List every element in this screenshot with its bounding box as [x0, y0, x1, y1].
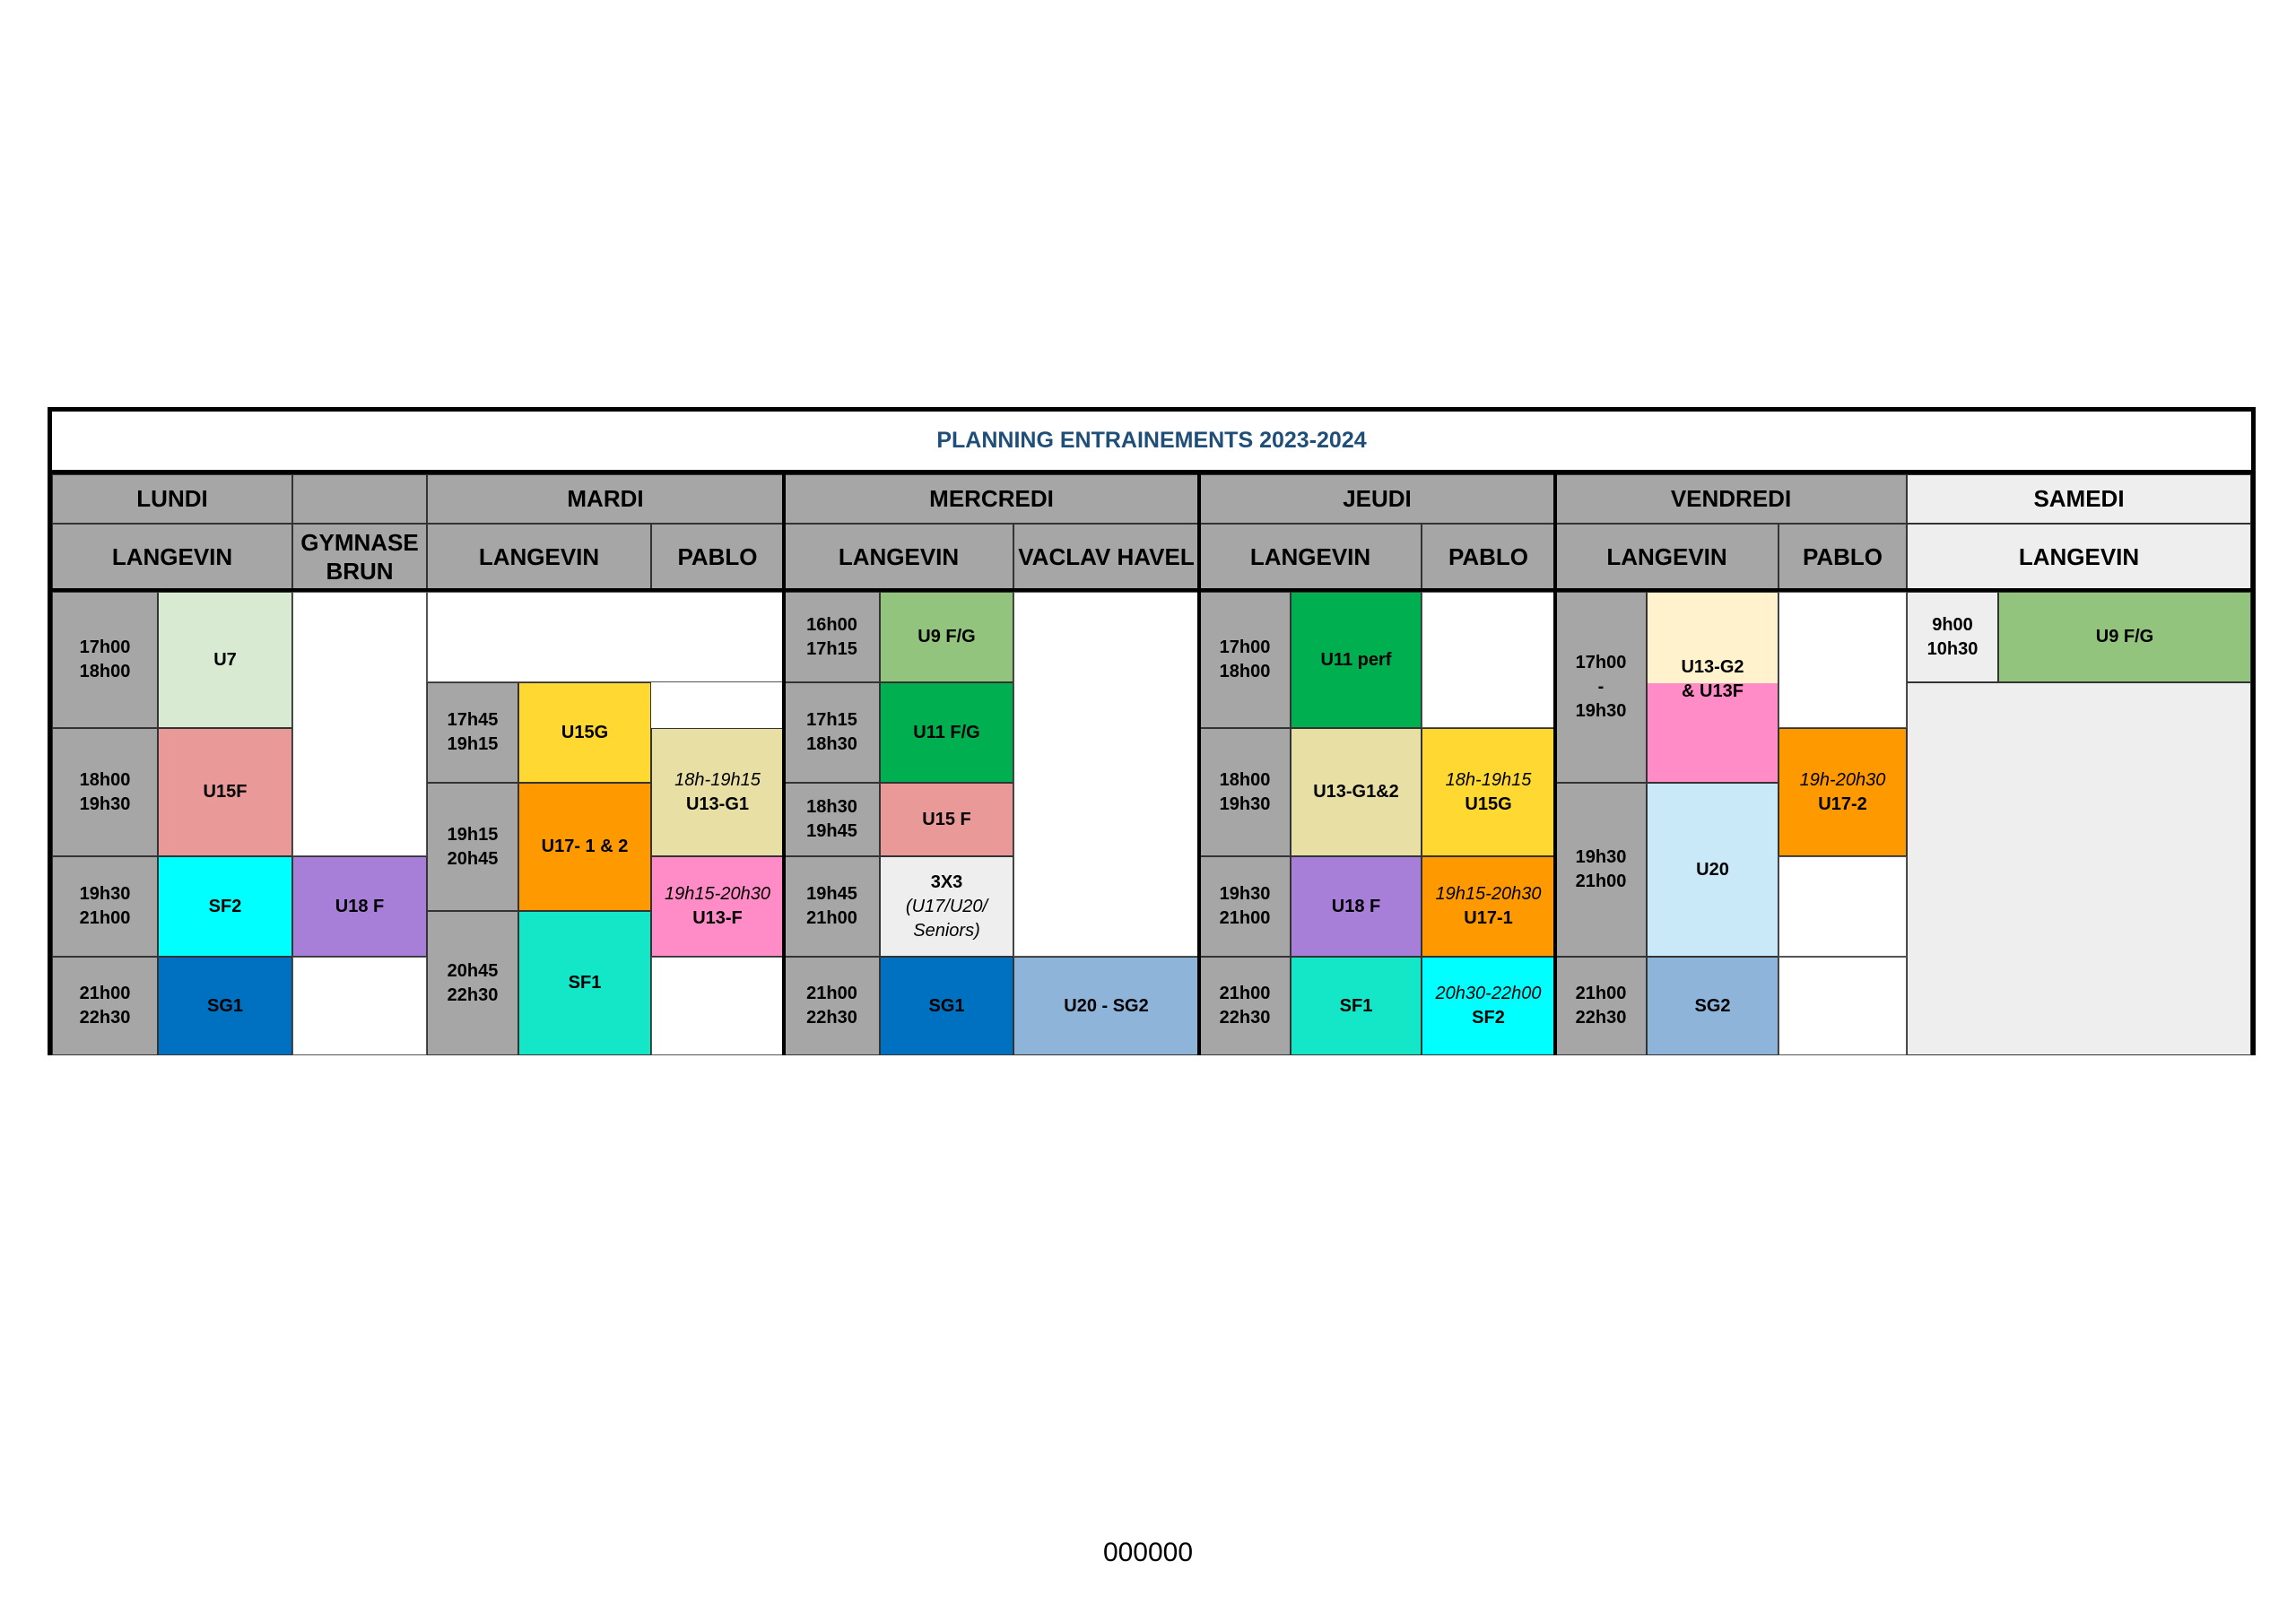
session-u18f: U18 F: [1291, 856, 1422, 957]
session-sf2: 20h30-22h00 SF2: [1422, 957, 1555, 1055]
time-slot: 19h30 21h00: [1555, 783, 1647, 957]
time-slot: 17h15 18h30: [784, 682, 880, 783]
session-u15f: U15F: [158, 728, 292, 856]
venue-jeudi-pablo: PABLO: [1422, 524, 1555, 590]
session-sg1: SG1: [880, 957, 1013, 1055]
day-header-mardi: MARDI: [427, 474, 784, 524]
time-slot: 19h45 21h00: [784, 856, 880, 957]
time-slot: 21h00 22h30: [1555, 957, 1647, 1055]
session-sg2: SG2: [1647, 957, 1779, 1055]
empty-cell: [651, 957, 784, 1055]
session-u11-perf: U11 perf: [1291, 592, 1422, 728]
time-slot: 17h00 18h00: [1199, 592, 1291, 728]
day-header-vendredi: VENDREDI: [1555, 474, 1907, 524]
session-u17-2: 19h-20h30 U17-2: [1779, 728, 1907, 856]
day-header-lundi: LUNDI: [52, 474, 292, 524]
session-u17-1: 19h15-20h30 U17-1: [1422, 856, 1555, 957]
empty-cell: [1779, 592, 1907, 728]
time-slot: 19h30 21h00: [52, 856, 158, 957]
page-title: PLANNING ENTRAINEMENTS 2023-2024: [52, 412, 2251, 474]
venue-mercredi-langevin: LANGEVIN: [784, 524, 1013, 590]
session-sf1: SF1: [518, 911, 651, 1055]
page-footer: 000000: [1102, 1538, 1194, 1567]
venue-samedi-langevin: LANGEVIN: [1907, 524, 2251, 590]
venue-gymnase-line1: GYMNASE: [300, 528, 419, 556]
time-slot: 18h00 19h30: [1199, 728, 1291, 856]
day-header-blank: [292, 474, 427, 524]
session-u20: U20: [1647, 783, 1779, 957]
empty-cell: [427, 592, 784, 682]
venue-vendredi-langevin: LANGEVIN: [1555, 524, 1779, 590]
time-slot: 18h30 19h45: [784, 783, 880, 856]
empty-cell: [1907, 682, 2251, 1055]
session-u15g: 18h-19h15 U15G: [1422, 728, 1555, 856]
time-slot: 17h00 18h00: [52, 592, 158, 728]
session-u13g2-u13f: U13-G2 & U13F: [1647, 592, 1779, 783]
empty-cell: [292, 592, 427, 856]
venue-jeudi-langevin: LANGEVIN: [1199, 524, 1422, 590]
time-slot: 17h00 - 19h30: [1555, 592, 1647, 783]
day-divider: [1197, 474, 1201, 1055]
day-header-mercredi: MERCREDI: [784, 474, 1199, 524]
time-slot: 21h00 22h30: [784, 957, 880, 1055]
session-3x3: 3X3 (U17/U20/ Seniors): [880, 856, 1013, 957]
session-u9: U9 F/G: [880, 592, 1013, 682]
venue-mardi-pablo: PABLO: [651, 524, 784, 590]
session-u20-sg2: U20 - SG2: [1013, 957, 1199, 1055]
venue-mardi-langevin: LANGEVIN: [427, 524, 651, 590]
session-u15f: U15 F: [880, 783, 1013, 856]
session-u11: U11 F/G: [880, 682, 1013, 783]
empty-cell: [1779, 856, 1907, 957]
session-u9: U9 F/G: [1998, 592, 2251, 682]
time-slot: 17h45 19h15: [427, 682, 518, 783]
session-sf2: SF2: [158, 856, 292, 957]
session-sf1: SF1: [1291, 957, 1422, 1055]
time-slot: 19h30 21h00: [1199, 856, 1291, 957]
venue-lundi-langevin: LANGEVIN: [52, 524, 292, 590]
schedule-table: [48, 407, 2256, 1055]
day-divider: [782, 474, 786, 1055]
time-slot: 20h45 22h30: [427, 911, 518, 1055]
empty-cell: [1013, 592, 1199, 957]
session-u13f: 19h15-20h30 U13-F: [651, 856, 784, 957]
time-slot: 21h00 22h30: [52, 957, 158, 1055]
session-u13g1: 18h-19h15 U13-G1: [651, 728, 784, 856]
header-divider: [52, 588, 2251, 592]
time-slot: 21h00 22h30: [1199, 957, 1291, 1055]
day-header-samedi: SAMEDI: [1907, 474, 2251, 524]
session-u18f: U18 F: [292, 856, 427, 957]
time-slot: 18h00 19h30: [52, 728, 158, 856]
day-divider: [1553, 474, 1557, 1055]
session-u15g: U15G: [518, 682, 651, 783]
venue-gymnase-line2: BRUN: [326, 558, 394, 585]
venue-gymnase-brun: [292, 524, 427, 590]
time-slot: 16h00 17h15: [784, 592, 880, 682]
venue-mercredi-vaclav: VACLAV HAVEL: [1013, 524, 1199, 590]
empty-cell: [292, 957, 427, 1055]
session-u13-g12: U13-G1&2: [1291, 728, 1422, 856]
session-sg1: SG1: [158, 957, 292, 1055]
day-header-jeudi: JEUDI: [1199, 474, 1555, 524]
time-slot: 9h00 10h30: [1907, 592, 1998, 682]
session-u7: U7: [158, 592, 292, 728]
empty-cell: [1779, 957, 1907, 1055]
empty-cell: [1422, 592, 1555, 728]
session-u17: U17- 1 & 2: [518, 783, 651, 911]
venue-vendredi-pablo: PABLO: [1779, 524, 1907, 590]
time-slot: 19h15 20h45: [427, 783, 518, 911]
